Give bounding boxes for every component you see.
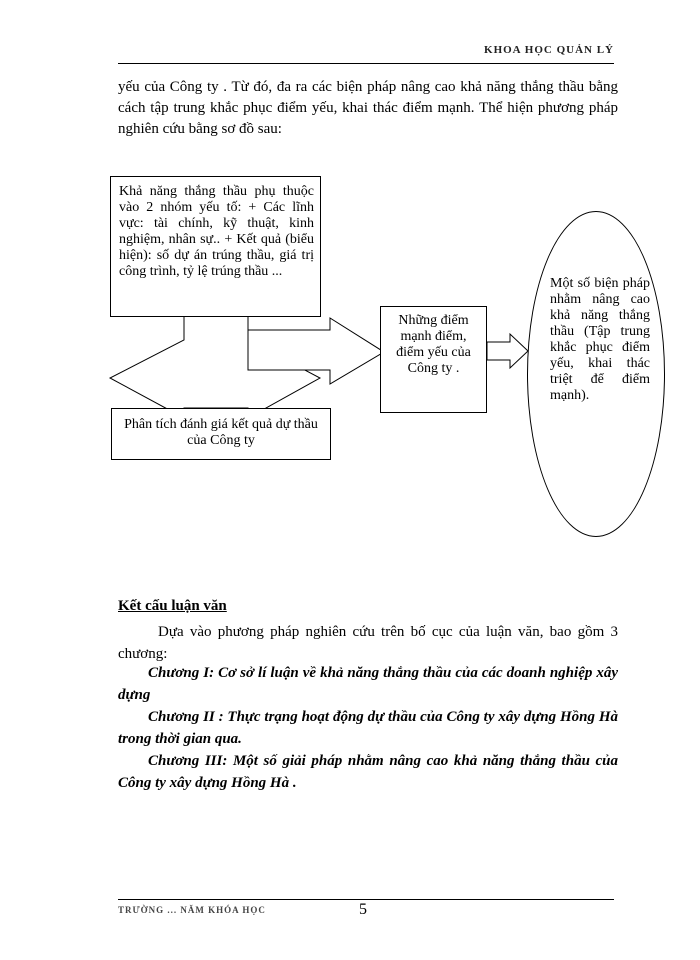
- chapter-1-text: Cơ sở lí luận về khả năng thắng thầu của các doanh nghiệp xây dựng: [118, 665, 619, 703]
- chapter-3-label: Chương III:: [148, 753, 228, 769]
- header-text: KHOA HỌC QUẢN LÝ: [484, 44, 614, 56]
- chapter-3-text: Một số giải pháp nhằm nâng cao khả năng thắng thầu của Công ty xây dựng Hồng Hà .: [118, 753, 619, 791]
- section-intro-text: Dựa vào phương pháp nghiên cứu trên bố cục của luận văn, bao gồm 3 chương:: [118, 624, 618, 662]
- chapter-2-label: Chương II :: [148, 709, 224, 725]
- footer-rule: [118, 899, 614, 900]
- chapter-2-text: Thực trạng hoạt động dự thầu của Công ty xây dựng Hồng Hà trong thời gian qua.: [118, 709, 618, 747]
- intro-paragraph: yếu của Công ty . Từ đó, đa ra các biện pháp nâng cao khả năng thắng thầu bằng cách tập trung khắc phục điểm yếu, khai thác điểm mạnh. Thể hiện phương pháp nghiên cứu bằng sơ đồ sau:: [118, 79, 618, 137]
- page-number: 5: [359, 901, 367, 918]
- section-title: Kết cấu luận văn: [118, 598, 227, 614]
- chapter-1-label: Chương I:: [148, 665, 215, 681]
- arrow-right-to-solutions: [487, 334, 528, 368]
- chapter-1: [118, 662, 618, 706]
- factors-box: Khả năng thắng thầu phụ thuộc vào 2 nhóm yếu tố: + Các lĩnh vực: tài chính, kỹ thuật, kinh nghiệm, nhân sự.. + Kết quả (biểu hiện): số dự án trúng thầu, giá trị công trình, tỷ lệ trúng thầu ...: [110, 176, 321, 317]
- solutions-text: Một số biện pháp nhằm nâng cao khả năng thắng thầu (Tập trung khắc phục điểm yếu, khai thác triệt để điểm mạnh).: [550, 276, 650, 403]
- strengths-box: Những điểm mạnh điểm, điểm yếu của Công ty .: [380, 306, 487, 413]
- analysis-box: Phân tích đánh giá kết quả dự thầu của Công ty: [111, 408, 331, 460]
- section-intro: [118, 621, 618, 665]
- footer-text: TRƯỜNG ... NĂM KHÓA HỌC: [118, 905, 266, 915]
- chapter-3: [118, 750, 618, 794]
- chapter-2: [118, 706, 618, 750]
